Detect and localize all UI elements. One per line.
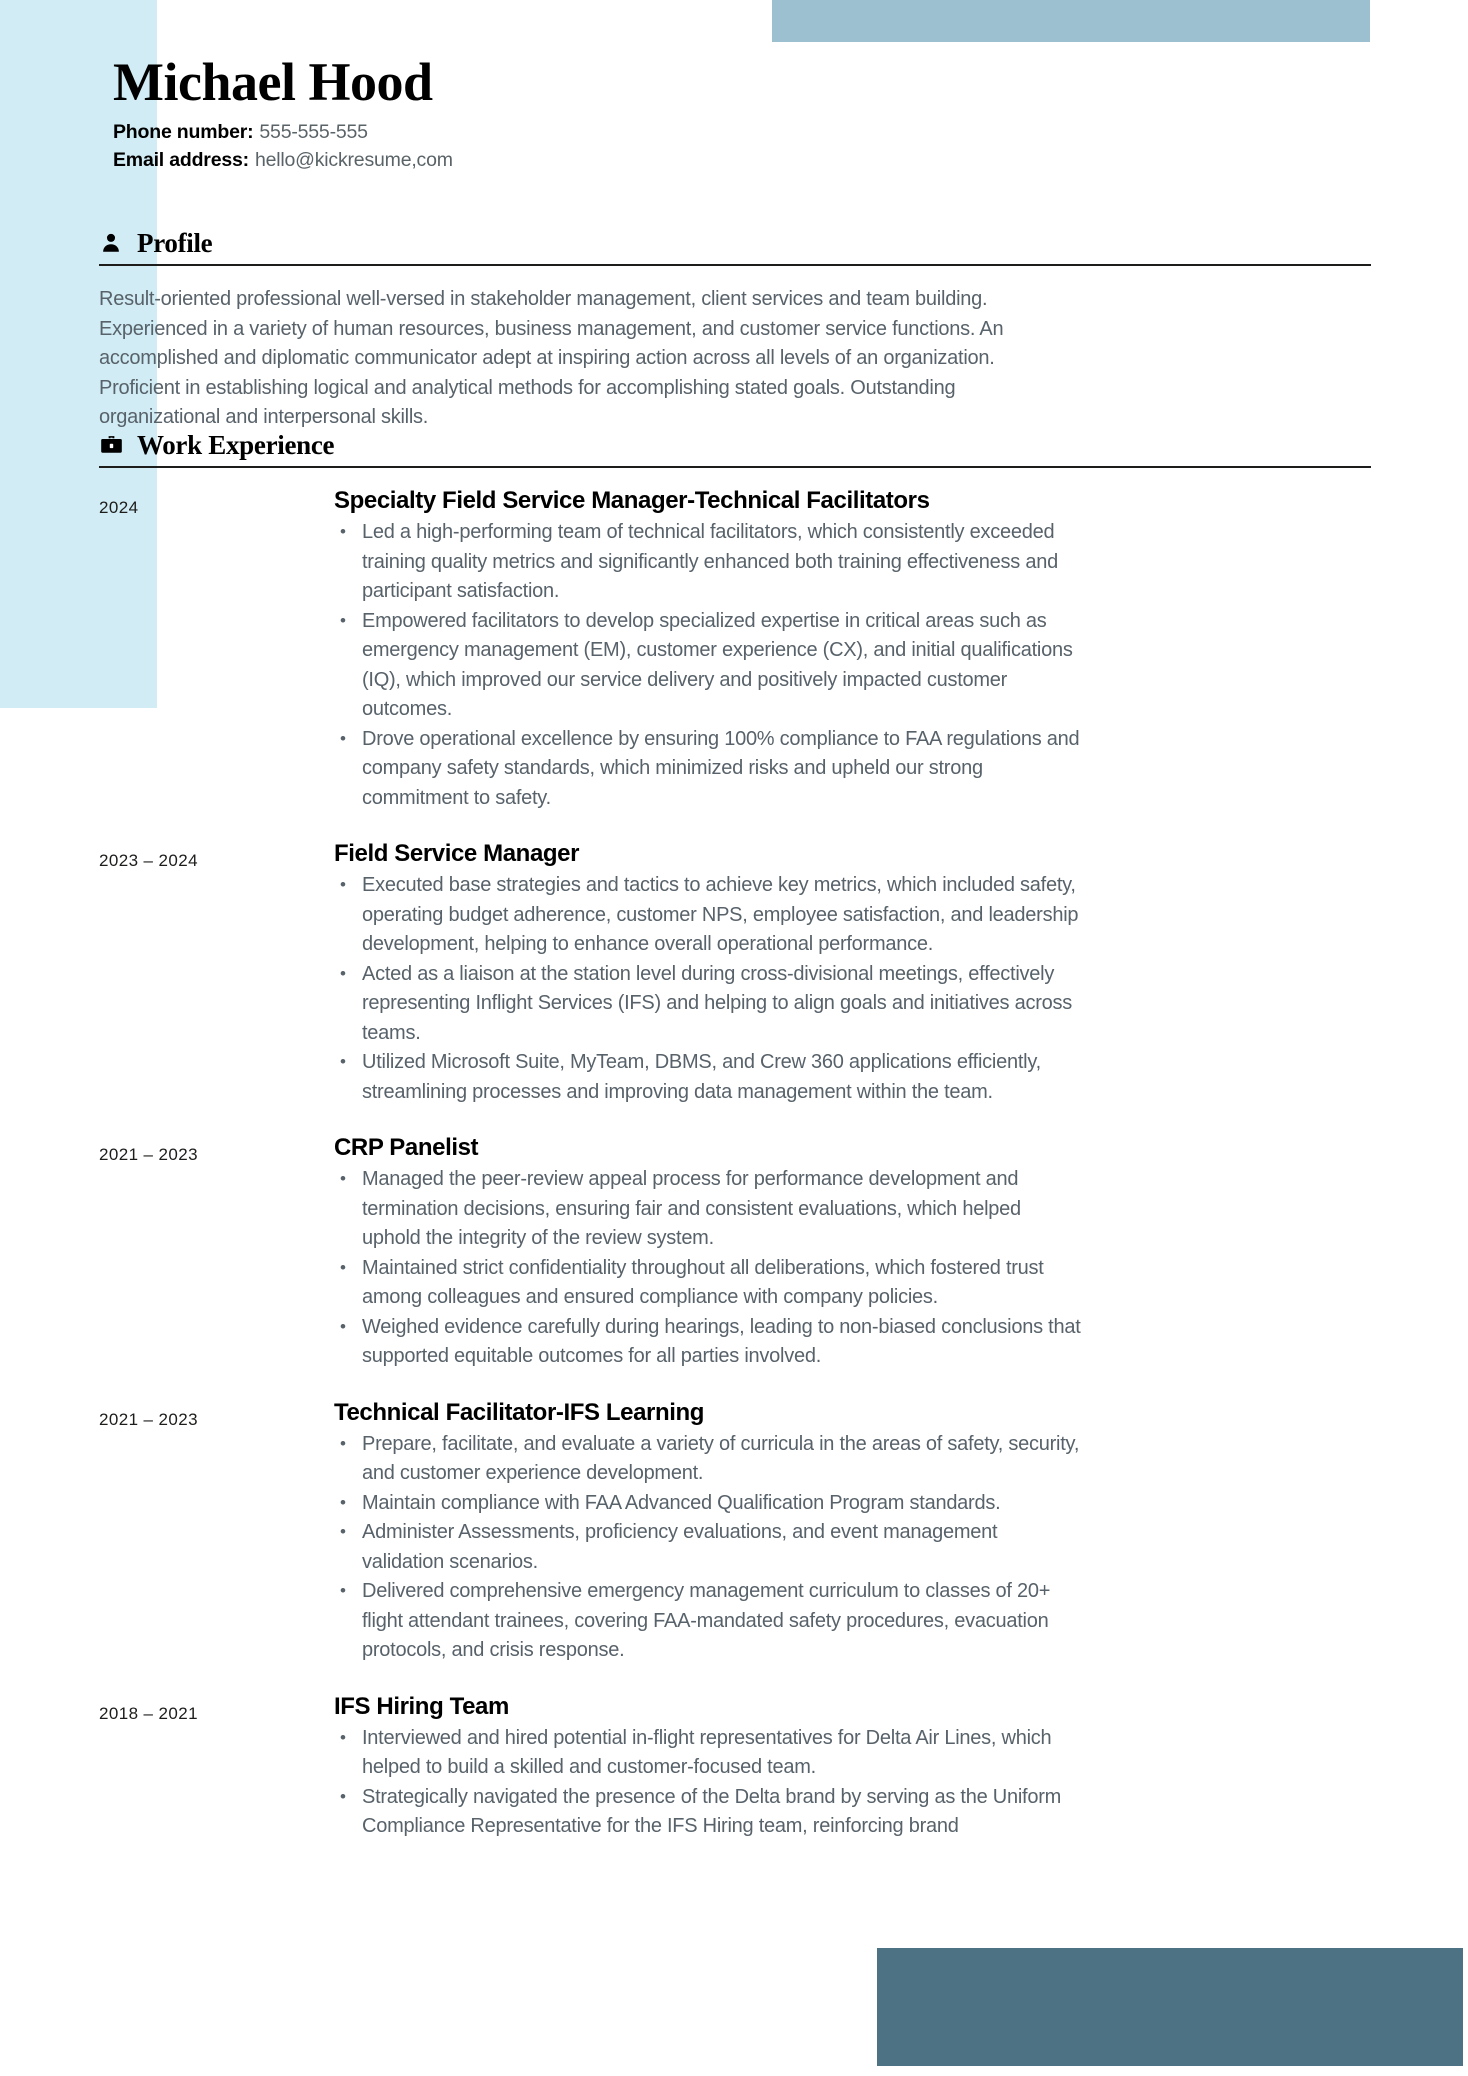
experience-item xyxy=(99,1133,1371,1372)
experience-bullet: • Drove operational excellence by ensuring 100% compliance to FAA regulations and company safety standards, which minimized risks and upheld our strong commitment to safety. xyxy=(334,725,1082,814)
experience-bullet: • Strategically navigated the presence of the Delta brand by serving as the Uniform Compliance Representative for the IFS Hiring team, reinforcing brand xyxy=(334,1783,1082,1842)
experience-bullet: • Executed base strategies and tactics to achieve key metrics, which included safety, operating budget adherence, customer NPS, employee satisfaction, and leadership development, helping to enhance overall operational performance. xyxy=(334,871,1082,960)
top-accent-bar xyxy=(772,0,1370,42)
email-label: Email address: xyxy=(113,149,249,171)
profile-section xyxy=(99,228,1371,433)
phone-value: 555-555-555 xyxy=(259,121,368,143)
experience-body xyxy=(334,1133,1371,1372)
experience-bullet: • Weighed evidence carefully during hearings, leading to non-biased conclusions that supported equitable outcomes for all parties involved. xyxy=(334,1313,1082,1372)
experience-bullet-list xyxy=(334,1724,1371,1842)
experience-job-title: IFS Hiring Team xyxy=(334,1692,509,1720)
experience-body xyxy=(334,1692,1371,1842)
profile-section-header xyxy=(99,228,1371,266)
experience-job-title: Technical Facilitator-IFS Learning xyxy=(334,1398,705,1426)
experience-bullet-list xyxy=(334,518,1371,813)
work-experience-section xyxy=(99,430,1371,1868)
experience-bullet: • Acted as a liaison at the station level during cross-divisional meetings, effectively representing Inflight Services (IFS) and helping to align goals and initiatives across teams. xyxy=(334,960,1082,1049)
experience-bullet: • Managed the peer-review appeal process for performance development and termination decisions, ensuring fair and consistent evaluations, which helped uphold the integrity of the review system. xyxy=(334,1165,1082,1254)
experience-date: 2023 – 2024 xyxy=(99,851,198,870)
experience-bullet: • Utilized Microsoft Suite, MyTeam, DBMS, and Crew 360 applications efficiently, streamlining processes and improving data management within the team. xyxy=(334,1048,1082,1107)
profile-section-title: Profile xyxy=(137,228,213,258)
experience-job-title: CRP Panelist xyxy=(334,1134,479,1161)
experience-bullet-list xyxy=(334,1165,1371,1372)
experience-bullet: • Delivered comprehensive emergency management curriculum to classes of 20+ flight attendant trainees, covering FAA-mandated safety procedures, evacuation protocols, and crisis response. xyxy=(334,1577,1082,1666)
experience-bullet: • Interviewed and hired potential in-flight representatives for Delta Air Lines, which helped to build a skilled and customer-focused team. xyxy=(334,1724,1082,1783)
email-value: hello@kickresume,com xyxy=(254,149,453,171)
experience-bullet: • Prepare, facilitate, and evaluate a variety of curricula in the areas of safety, security, and customer experience development. xyxy=(334,1430,1082,1489)
briefcase-icon xyxy=(99,433,123,457)
email-row xyxy=(113,146,1373,174)
experience-date: 2024 xyxy=(99,498,139,517)
resume-header xyxy=(113,52,1373,174)
experience-body xyxy=(334,486,1371,813)
experience-bullet: • Empowered facilitators to develop specialized expertise in critical areas such as emergency management (EM), customer experience (CX), and initial qualifications (IQ), which improved our service delivery and positively impacted customer outcomes. xyxy=(334,607,1082,725)
experience-item xyxy=(99,839,1371,1107)
experience-bullet: • Maintain compliance with FAA Advanced Qualification Program standards. xyxy=(334,1489,1082,1519)
work-experience-section-title: Work Experience xyxy=(137,430,335,460)
experience-date: 2018 – 2021 xyxy=(99,1703,198,1723)
experience-job-title: Specialty Field Service Manager-Technical Facilitators xyxy=(334,487,930,514)
work-experience-list xyxy=(99,486,1371,1842)
experience-bullet: • Maintained strict confidentiality throughout all deliberations, which fostered trust among colleagues and ensured compliance with company policies. xyxy=(334,1254,1082,1313)
experience-date: 2021 – 2023 xyxy=(99,1409,198,1429)
work-experience-section-header xyxy=(99,430,1371,468)
experience-item xyxy=(99,1692,1371,1842)
profile-summary-text: Result-oriented professional well-versed in stakeholder management, client services and team building. Experienced in a variety of human resources, business management, and customer service functions. An accomplished and diplomatic communicator adept at inspiring action across all levels of an organization. Proficient in establishing logical and analytical methods for accomplishing stated goals. Outstanding organizational and interpersonal skills. xyxy=(99,288,1004,428)
experience-body xyxy=(334,1398,1371,1666)
experience-job-title: Field Service Manager xyxy=(334,840,580,867)
phone-row xyxy=(113,118,1373,146)
experience-body xyxy=(334,839,1371,1107)
experience-item xyxy=(99,486,1371,813)
person-icon xyxy=(99,231,123,255)
experience-bullet-list xyxy=(334,1430,1371,1666)
phone-label: Phone number: xyxy=(113,121,254,143)
experience-bullet: • Led a high-performing team of technical facilitators, which consistently exceeded training quality metrics and significantly enhanced both training effectiveness and participant satisfaction. xyxy=(334,518,1082,607)
experience-date: 2021 – 2023 xyxy=(99,1145,198,1164)
experience-bullet: • Administer Assessments, proficiency evaluations, and event management validation scenarios. xyxy=(334,1518,1082,1577)
candidate-name: Michael Hood xyxy=(113,52,433,112)
bottom-accent-block xyxy=(877,1948,1463,2066)
experience-item xyxy=(99,1398,1371,1666)
experience-bullet-list xyxy=(334,871,1371,1107)
